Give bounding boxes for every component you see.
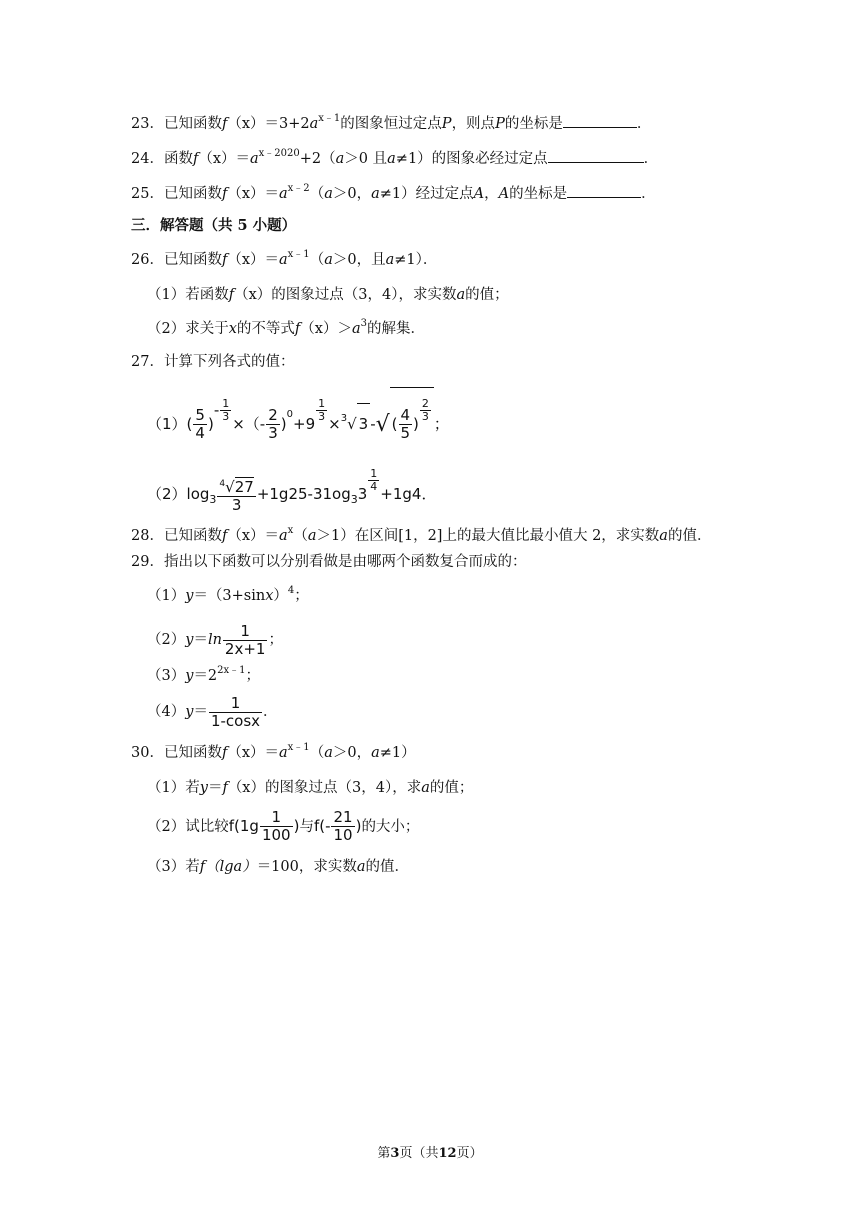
- question-25: 25．已知函数$f(x)=a^{x﹣2}(a>0$，a≠1）经过定点A，A的坐标是 ．: [131, 183, 656, 202]
- question-27-part-2: $(2)\log_3$ $\frac{^4√27}{3}$ $+1g25-31og_33$ $\frac{1}{4}$ +1g4．: [147, 460, 436, 520]
- fraction: $\frac{1}{1-\cos x}$: [210, 693, 261, 730]
- question-29: 29．指出以下函数可以分别看做是由哪两个函数复合而成的：: [131, 554, 527, 570]
- question-28: 28．已知函数$f(x)=a^x(a>1)$在区间[1，2]上的最大值比最小值大 2，求实数a的值．: [131, 525, 712, 544]
- answer-blank[interactable]: [548, 148, 644, 163]
- fraction: $\frac{21}{10}$: [333, 808, 353, 844]
- fraction: $\frac{5}{4}$: [195, 406, 205, 442]
- fraction: $\frac{1}{2x+1}$: [224, 621, 266, 658]
- question-26: 26．已知函数$f(x)=a^{x﹣1}(a>0$，且a≠1）．: [131, 249, 438, 268]
- question-23: 23．已知函数$f(x)=3+2a^{x﹣1}$的图象恒过定点P，则点P的坐标是 ．: [131, 113, 652, 132]
- question-26-part-2: （2）求关于x的不等式$f(x)>a^3$的解集．: [147, 318, 426, 337]
- exponent: $\frac{1}{3}$: [318, 397, 326, 423]
- answer-blank[interactable]: [563, 113, 637, 128]
- question-30: 30．已知函数$f(x)=a^{x﹣1}(a>0$，a≠1）: [131, 742, 416, 761]
- question-29-part-1: $(1)y=(3+\sin x)^4$；: [147, 585, 309, 604]
- root-icon: √: [225, 477, 235, 496]
- exponent: $\frac{2}{3}$: [421, 397, 429, 423]
- question-27: 27．计算下列各式的值：: [131, 354, 295, 370]
- exponent: - $\frac{1}{3}$: [213, 397, 230, 423]
- question-30-part-1: （1）若y＝f（x）的图象过点（3，4），求a的值；: [147, 780, 474, 796]
- page-footer: 第3页（共12页）: [377, 1146, 483, 1161]
- cube-root-icon: √: [347, 415, 357, 433]
- fraction: $\frac{2}{3}$: [268, 406, 278, 442]
- question-30-part-3: （3）若f（lga）＝100，求实数a的值．: [147, 859, 410, 875]
- question-29-part-3: $(3)y=2^{2x﹣1}$；: [147, 665, 261, 684]
- section-heading: 三．解答题（共 5 小题）: [131, 217, 297, 234]
- question-29-part-2: （2）y＝ln $\frac{1}{2x+1}$ ；: [147, 621, 283, 658]
- exponent: $\frac{1}{4}$: [370, 467, 378, 493]
- question-27-part-1: （1）( $\frac{5}{4}$ )- $\frac{1}{3}$ ×（- $\frac{2}{3}$ )$^0$+9 $\frac{1}{3}$ ×$^3$√ 3 -√ ( $\frac{4}{5}$ ) $\frac{2}{3}$ ；: [147, 387, 449, 445]
- square-root-icon: √: [375, 412, 390, 437]
- fraction: $\frac{4}{5}$: [400, 406, 411, 442]
- fraction: $\frac{1}{100}$: [261, 808, 291, 844]
- question-30-part-2: （2）试比较f(1g $\frac{1}{100}$ )与f(- $\frac{21}{10}$ )的大小；: [147, 808, 420, 844]
- question-26-part-1: （1）若函数f（x）的图象过点（3，4），求实数a的值；: [147, 287, 509, 303]
- question-24: 24．函数$f(x)=a^{x﹣2020}+2(a>0$ 且a≠1）的图象必经过定点 ．: [131, 148, 659, 167]
- answer-blank[interactable]: [567, 183, 641, 198]
- fraction: $\frac{^4√27}{3}$: [219, 477, 254, 514]
- question-29-part-4: （4）y＝ $\frac{1}{1-\cos x}$ ．: [147, 693, 278, 730]
